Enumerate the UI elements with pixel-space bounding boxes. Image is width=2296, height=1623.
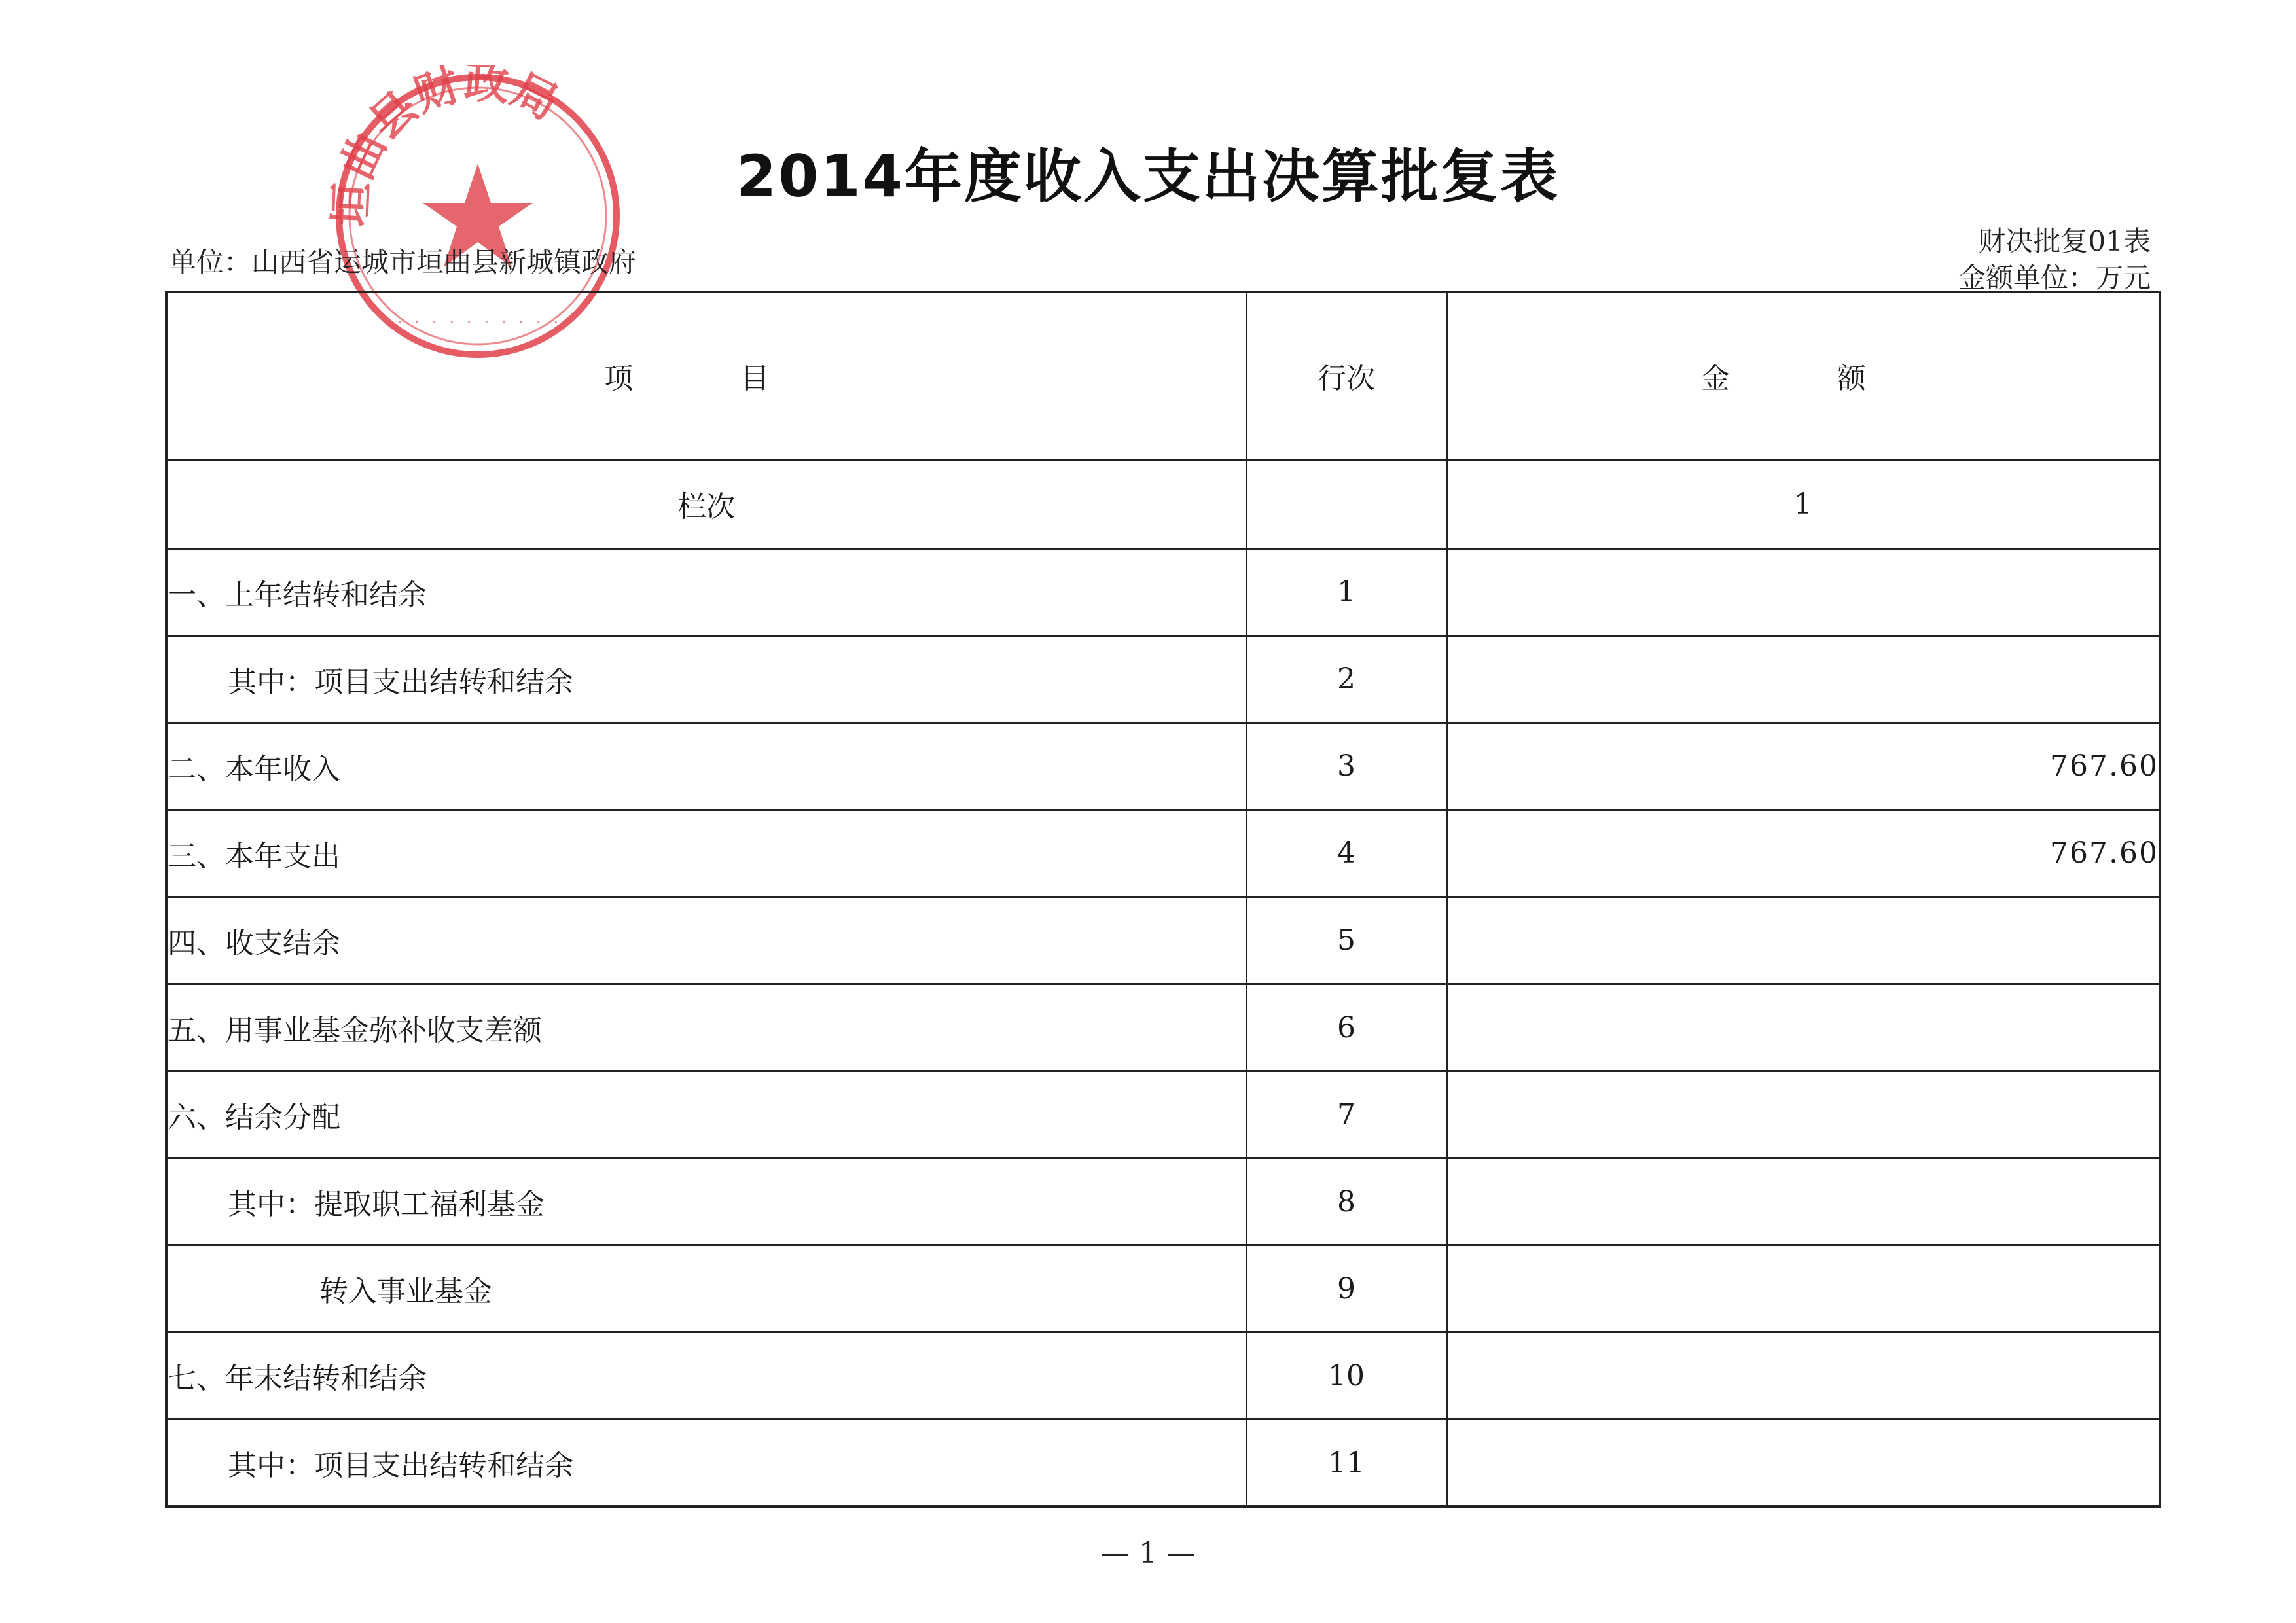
sequence-row-no [1246, 459, 1446, 548]
row-number: 6 [1246, 984, 1446, 1071]
row-item: 转入事业基金 [166, 1245, 1246, 1332]
row-number: 1 [1246, 548, 1446, 635]
sequence-amount-col: 1 [1446, 459, 2160, 548]
amount-unit-text: 金额单位：万元 [1958, 262, 2151, 294]
row-item: 二、本年收入 [166, 722, 1246, 810]
row-amount [1446, 1071, 2160, 1158]
table-row [166, 897, 2160, 984]
row-amount [1446, 548, 2160, 635]
row-item: 三、本年支出 [166, 810, 1246, 897]
table-row [166, 548, 2160, 635]
row-number: 11 [1246, 1419, 1446, 1507]
row-item: 其中：提取职工福利基金 [166, 1158, 1246, 1245]
row-amount [1446, 1158, 2160, 1245]
row-item: 七、年末结转和结余 [166, 1332, 1246, 1419]
row-number: 10 [1246, 1332, 1446, 1419]
table-row [166, 1245, 2160, 1332]
header-amount: 金 额 [1446, 292, 2160, 459]
row-amount [1446, 897, 2160, 984]
approval-table [165, 291, 2161, 1508]
unit-label [169, 241, 636, 280]
row-number: 4 [1246, 810, 1446, 897]
row-amount: 767.60 [1446, 810, 2160, 897]
row-number: 7 [1246, 1071, 1446, 1158]
row-number: 3 [1246, 722, 1446, 810]
table-row [166, 810, 2160, 897]
header-row-no: 行次 [1246, 292, 1446, 459]
row-number: 2 [1246, 635, 1446, 722]
table-row [166, 1332, 2160, 1419]
row-number: 9 [1246, 1245, 1446, 1332]
table-code [1979, 220, 2151, 259]
row-item: 其中：项目支出结转和结余 [166, 1419, 1246, 1507]
table-row [166, 1158, 2160, 1245]
amount-unit [1958, 257, 2151, 296]
page-number: — 1 — [1101, 1537, 1195, 1570]
row-amount [1446, 1245, 2160, 1332]
sequence-row [166, 459, 2160, 548]
row-number: 5 [1246, 897, 1446, 984]
table-row [166, 722, 2160, 810]
row-item: 五、用事业基金弥补收支差额 [166, 984, 1246, 1071]
table-row [166, 984, 2160, 1071]
row-amount: 767.60 [1446, 722, 2160, 810]
header-item: 项 目 [166, 292, 1246, 459]
row-item: 四、收支结余 [166, 897, 1246, 984]
table-row [166, 1419, 2160, 1507]
row-amount [1446, 635, 2160, 722]
table-code-text: 财决批复01表 [1978, 225, 2151, 257]
row-amount [1446, 1419, 2160, 1507]
document-title: 2014年度收入支出决算批复表 [736, 143, 1560, 210]
row-amount [1446, 984, 2160, 1071]
row-amount [1446, 1332, 2160, 1419]
row-item: 六、结余分配 [166, 1071, 1246, 1158]
header-row [166, 292, 2160, 459]
sequence-label: 栏次 [166, 459, 1246, 548]
svg-text:· · · · · · · · · ·: · · · · · · · · · · [395, 315, 560, 331]
unit-text: 单位：山西省运城市垣曲县新城镇政府 [169, 246, 637, 278]
svg-text:垣曲县财政局: 垣曲县财政局 [327, 65, 567, 228]
row-item: 一、上年结转和结余 [166, 548, 1246, 635]
table-row [166, 635, 2160, 722]
row-number: 8 [1246, 1158, 1446, 1245]
table-row [166, 1071, 2160, 1158]
row-item: 其中：项目支出结转和结余 [166, 635, 1246, 722]
